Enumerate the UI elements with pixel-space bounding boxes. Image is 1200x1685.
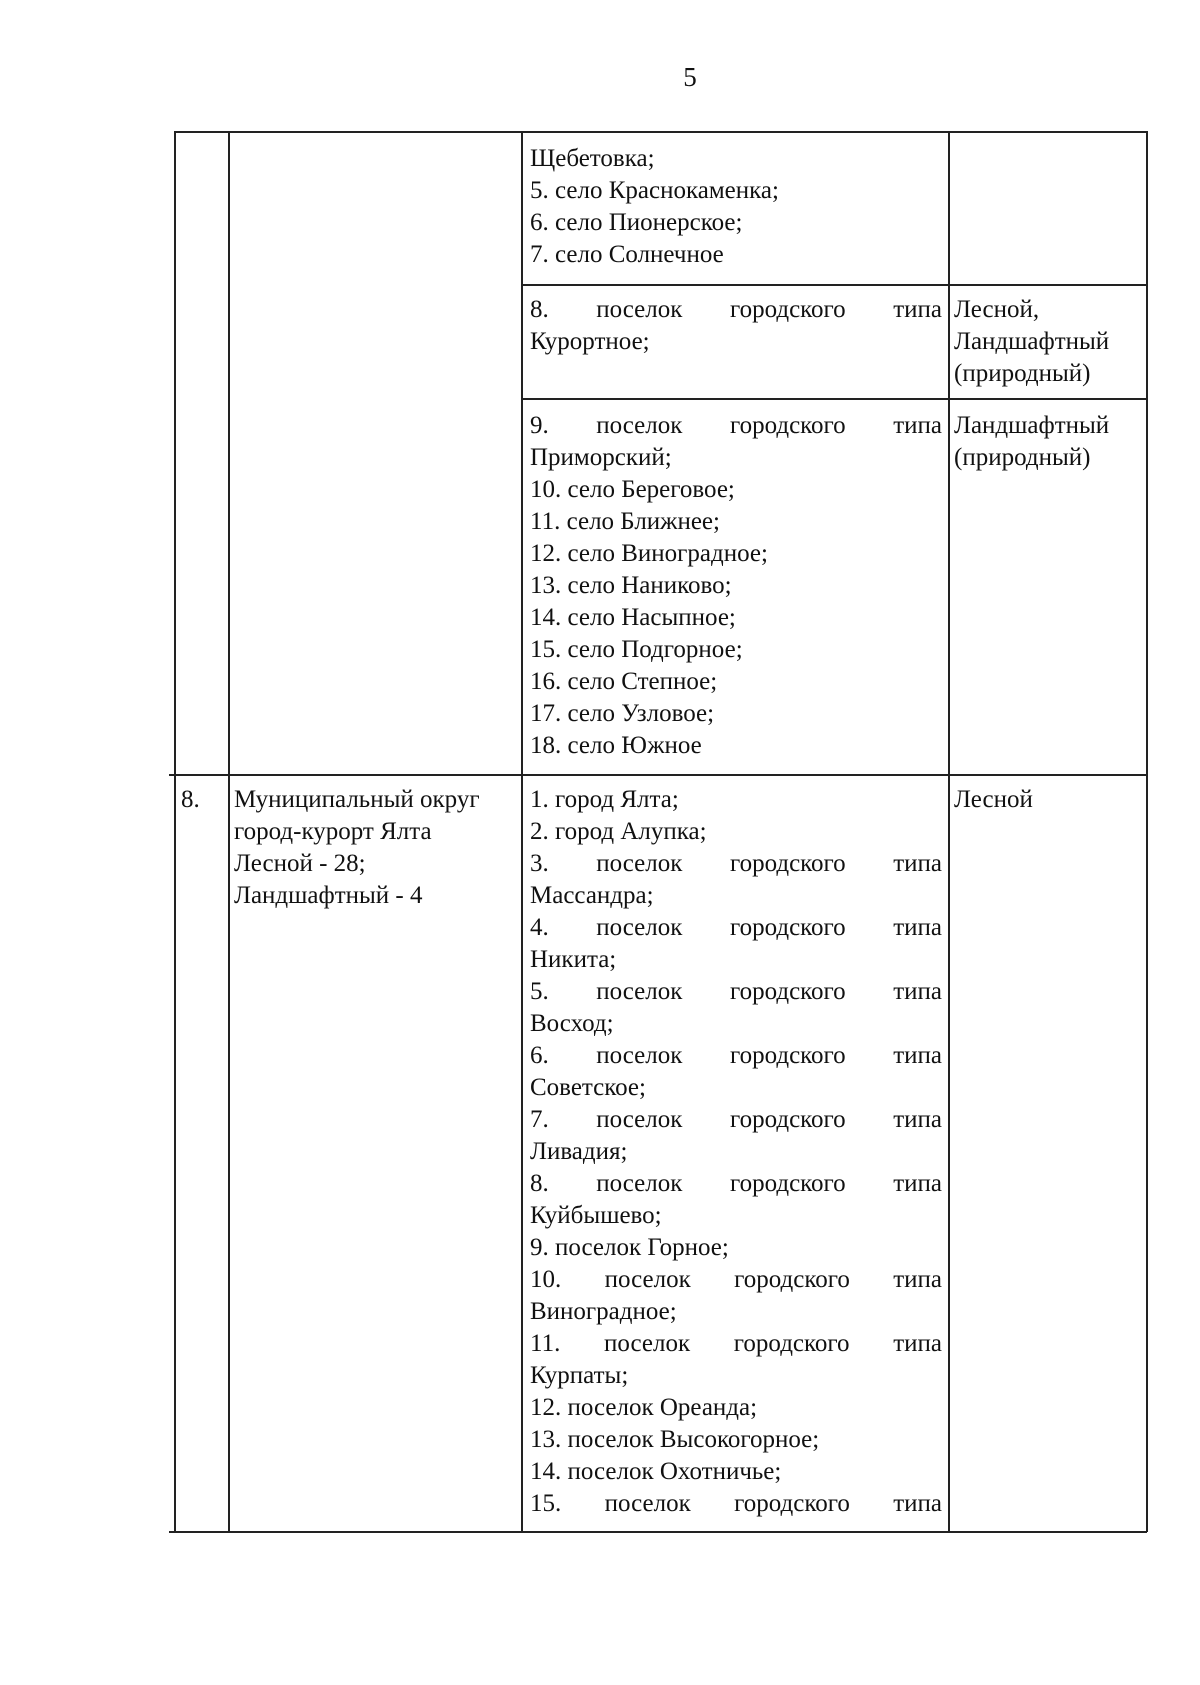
- place-line: 18. село Южное: [530, 732, 702, 759]
- place-line: 1. город Ялта;: [530, 786, 679, 813]
- word: городского: [734, 1266, 850, 1293]
- table-rule: [169, 774, 1147, 776]
- word: поселок: [604, 1266, 691, 1293]
- place-line: 14. поселок Охотничье;: [530, 1458, 782, 1485]
- places-cell-c: [530, 410, 942, 762]
- place-line-justified: [530, 912, 942, 944]
- district-cell: [234, 784, 519, 912]
- word: 9.: [530, 412, 549, 439]
- word: 8.: [530, 1170, 549, 1197]
- place-line: Куйбышево;: [530, 1202, 662, 1229]
- word: городского: [729, 1170, 846, 1197]
- place-line: Восход;: [530, 1010, 614, 1037]
- place-line: 13. село Наниково;: [530, 572, 732, 599]
- district-line: Лесной - 28;: [234, 850, 366, 877]
- word: городского: [729, 1106, 846, 1133]
- word: 6.: [530, 1042, 549, 1069]
- word: типа: [893, 1266, 942, 1293]
- place-line: Щебетовка;: [530, 145, 655, 172]
- place-line: 11. село Ближнее;: [530, 508, 720, 535]
- district-line: город-курорт Ялта: [234, 818, 432, 845]
- word: городского: [729, 850, 846, 877]
- district-line: Ландшафтный - 4: [234, 882, 423, 909]
- word: городского: [734, 1490, 850, 1517]
- place-line-justified: [530, 294, 942, 326]
- type-cell-b: [954, 294, 1144, 390]
- word: городского: [729, 412, 846, 439]
- word: поселок: [596, 412, 683, 439]
- type-cell-8: [954, 784, 1144, 816]
- place-line: 6. село Пионерское;: [530, 209, 743, 236]
- word: 3.: [530, 850, 549, 877]
- place-line: 10. село Береговое;: [530, 476, 735, 503]
- word: типа: [893, 850, 942, 877]
- word: поселок: [604, 1490, 691, 1517]
- word: 15.: [530, 1490, 562, 1517]
- word: городского: [729, 978, 846, 1005]
- place-line: 17. село Узловое;: [530, 700, 715, 727]
- word: поселок: [596, 1042, 683, 1069]
- place-line: Виноградное;: [530, 1298, 677, 1325]
- word: 8.: [530, 296, 549, 323]
- place-line: Никита;: [530, 946, 617, 973]
- place-line: 15. село Подгорное;: [530, 636, 743, 663]
- table-rule: [175, 131, 1147, 133]
- word: типа: [893, 1170, 942, 1197]
- type-line: Лесной: [954, 786, 1033, 813]
- word: типа: [893, 1330, 942, 1357]
- word: типа: [893, 412, 942, 439]
- place-line-justified: [530, 1104, 942, 1136]
- word: типа: [893, 1106, 942, 1133]
- word: типа: [893, 978, 942, 1005]
- word: 5.: [530, 978, 549, 1005]
- word: типа: [893, 914, 942, 941]
- place-line: Советское;: [530, 1074, 646, 1101]
- place-line: Приморский;: [530, 444, 672, 471]
- table-rule: [522, 398, 1147, 400]
- word: поселок: [604, 1330, 691, 1357]
- type-line: Лесной,: [954, 296, 1040, 323]
- word: 10.: [530, 1266, 562, 1293]
- place-line: Ливадия;: [530, 1138, 628, 1165]
- place-line: Курпаты;: [530, 1362, 629, 1389]
- place-line-justified: [530, 410, 942, 442]
- table-rule: [174, 131, 176, 1532]
- place-line: 13. поселок Высокогорное;: [530, 1426, 820, 1453]
- type-line: (природный): [954, 360, 1091, 387]
- word: 4.: [530, 914, 549, 941]
- word: 7.: [530, 1106, 549, 1133]
- places-cell-a: [530, 143, 940, 271]
- table-rule: [228, 131, 230, 1532]
- place-line: 2. город Алупка;: [530, 818, 707, 845]
- word: поселок: [596, 1170, 683, 1197]
- place-line: Курортное;: [530, 328, 650, 355]
- word: городского: [733, 1330, 850, 1357]
- table-rule: [169, 1531, 1147, 1533]
- place-line: 12. поселок Ореанда;: [530, 1394, 758, 1421]
- word: типа: [893, 1042, 942, 1069]
- type-line: (природный): [954, 444, 1091, 471]
- type-cell-c: [954, 410, 1144, 474]
- word: поселок: [596, 978, 683, 1005]
- word: поселок: [596, 850, 683, 877]
- page-number: 5: [683, 62, 697, 92]
- word: типа: [893, 1490, 942, 1517]
- word: поселок: [596, 914, 683, 941]
- place-line: 9. поселок Горное;: [530, 1234, 729, 1261]
- place-line-justified: [530, 848, 942, 880]
- place-line: 14. село Насыпное;: [530, 604, 736, 631]
- word: городского: [729, 1042, 846, 1069]
- place-line: Массандра;: [530, 882, 654, 909]
- place-line-justified: [530, 1168, 942, 1200]
- places-cell-b: [530, 294, 942, 358]
- place-line: 16. село Степное;: [530, 668, 718, 695]
- place-line-justified: [530, 976, 942, 1008]
- row-number: 8.: [181, 786, 200, 813]
- word: городского: [729, 914, 846, 941]
- district-line: Муниципальный округ: [234, 786, 480, 813]
- place-line: 5. село Краснокаменка;: [530, 177, 779, 204]
- type-line: Ландшафтный: [954, 328, 1110, 355]
- place-line-justified: [530, 1488, 942, 1520]
- word: городского: [729, 296, 846, 323]
- place-line-justified: [530, 1040, 942, 1072]
- table-rule: [1146, 131, 1148, 1532]
- type-line: Ландшафтный: [954, 412, 1110, 439]
- word: 11.: [530, 1330, 561, 1357]
- word: поселок: [596, 1106, 683, 1133]
- place-line: 12. село Виноградное;: [530, 540, 768, 567]
- word: поселок: [596, 296, 683, 323]
- places-cell-8: [530, 784, 942, 1520]
- table-rule: [521, 131, 523, 1532]
- word: типа: [893, 296, 942, 323]
- table-rule: [948, 131, 950, 1532]
- table-rule: [522, 284, 1147, 286]
- place-line-justified: [530, 1328, 942, 1360]
- place-line-justified: [530, 1264, 942, 1296]
- place-line: 7. село Солнечное: [530, 241, 724, 268]
